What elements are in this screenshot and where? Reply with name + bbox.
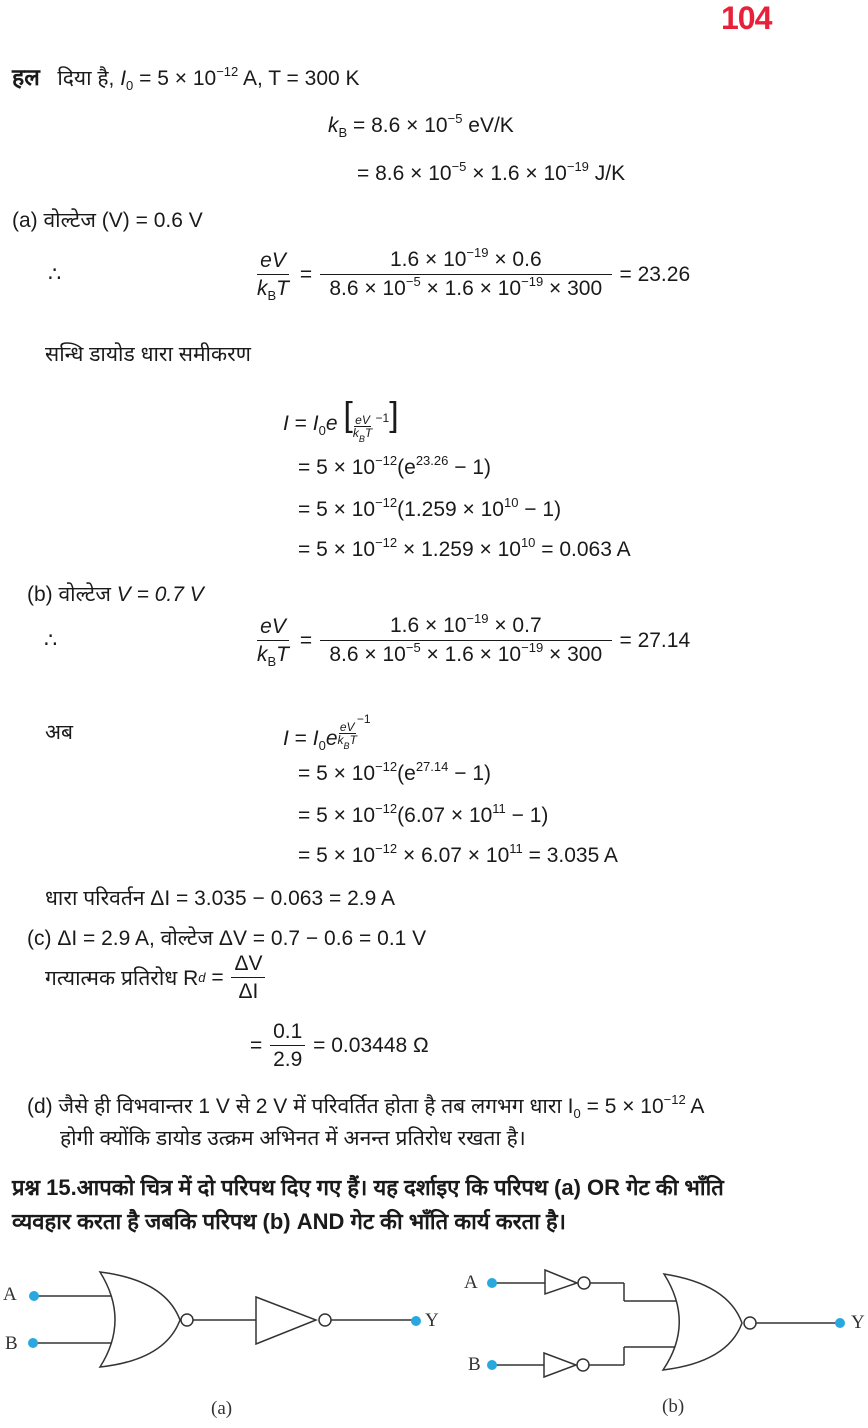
page-number: 104 [721,0,772,36]
diode-current-formula-b: $I = I_0e$ $\frac{eV}{k_BT}$ $^{-1}$ [283,712,371,753]
part-a-heading: (a) वोल्टेज (V) = 0.6 V [12,209,203,232]
solution-given-line: हल दिया है, $I_0 = 5 \times 10^{-12}$ A, T = 300 K [12,64,360,93]
question-label: प्रश्न 15. [12,1175,77,1200]
part-c-line: (c) ΔI = 2.9 A, वोल्टेज ΔV = 0.7 − 0.6 = 0.1 V [27,927,427,950]
part-a-step-1: = $5 \times 10^{-12}(e^{23.26} - 1)$ [298,453,491,479]
current-change-line: धारा परिवर्तन ΔI = 3.035 − 0.063 = 2.9 A [45,887,395,910]
input-a-label: A [3,1284,17,1305]
kb-line-2: = $8.6 \times 10^{-5} \times 1.6 \times 10^{-19}$ J/K [357,159,626,185]
output-y-label-b: Y [851,1312,865,1333]
question-15-line-2: व्यवहार करता है जबकि परिपथ (b) AND गेट की भाँति कार्य करता है। [12,1209,567,1234]
therefore-symbol-b: ∴ [44,629,58,652]
not-gate-b-a [545,1270,577,1294]
part-a-step-2: = $5 \times 10^{-12}(1.259 \times 10^{10} - 1)$ [298,495,562,521]
part-a-step-3: = $5 \times 10^{-12} \times 1.259 \times 10^{10} = 0.063$ A [298,535,631,561]
solution-label: हल [12,64,40,90]
output-y-label: Y [425,1310,439,1331]
nor-gate-b [663,1274,742,1370]
not-gate-a [256,1297,316,1344]
part-d-line-2: होगी क्योंकि डायोड उत्क्रम अभिनत में अनन्त प्रतिरोध रखता है। [60,1127,526,1150]
part-d-line-1: (d) जैसे ही विभवान्तर 1 V से 2 V में परिवर्तित होता है तब लगभग धारा $I_0 = 5 \times 10^{-12}$ A [27,1092,705,1121]
caption-a: (a) [211,1398,233,1419]
diode-equation-title: सन्धि डायोड धारा समीकरण [45,343,251,366]
input-b-label: B [5,1333,18,1354]
circuit-diagram-a [0,1250,440,1422]
part-b-ratio-equation: $\frac{eV}{k_BT}$ = $\frac{1.6 \times 10^{-19} \times 0.7}{8.6 \times 10^{-5} \times 1.6 \times 10^{-19} \times 300}$ = 27.14 [257,611,691,669]
question-15-line-1: प्रश्न 15.आपको चित्र में दो परिपथ दिए गए हैं। यह दर्शाइए कि परिपथ (a) OR गेट की भाँति [12,1175,724,1200]
diode-current-formula: $I = I_0e$ [ $\frac{eV}{k_BT}$ $^{-1}$] [283,396,399,444]
caption-b: (b) [662,1396,685,1417]
part-b-step-3: = $5 \times 10^{-12} \times 6.07 \times 10^{11} = 3.035$ A [298,841,618,867]
kb-line-1: $k_B = 8.6 \times 10^{-5}$ eV/K [328,111,514,140]
part-b-step-2: = $5 \times 10^{-12}(6.07 \times 10^{11} - 1)$ [298,801,549,827]
therefore-symbol: ∴ [48,263,62,286]
dynamic-resistance-result: = $\frac{0.1}{2.9}$ = 0.03448 Ω [250,1020,429,1071]
nor-gate-a [100,1272,180,1367]
part-b-heading: (b) वोल्टेज V = 0.7 V [27,583,204,606]
part-a-ratio-equation: $\frac{eV}{k_BT}$ = $\frac{1.6 \times 10^{-19} \times 0.6}{8.6 \times 10^{-5} \times 1.6 \times 10^{-19} \times 300}$ = 23.26 [257,245,691,303]
ab-label: अब [45,721,74,744]
dynamic-resistance-line: गत्यात्मक प्रतिरोध R d = $\frac{\Delta V}{\Delta I}$ [45,952,267,1004]
not-gate-b-b [544,1353,576,1377]
circuit-diagram-b [440,1250,868,1422]
input-a-label-b: A [464,1272,478,1293]
input-b-label-b: B [468,1354,481,1375]
part-b-step-1: = $5 \times 10^{-12}(e^{27.14} - 1)$ [298,759,491,785]
